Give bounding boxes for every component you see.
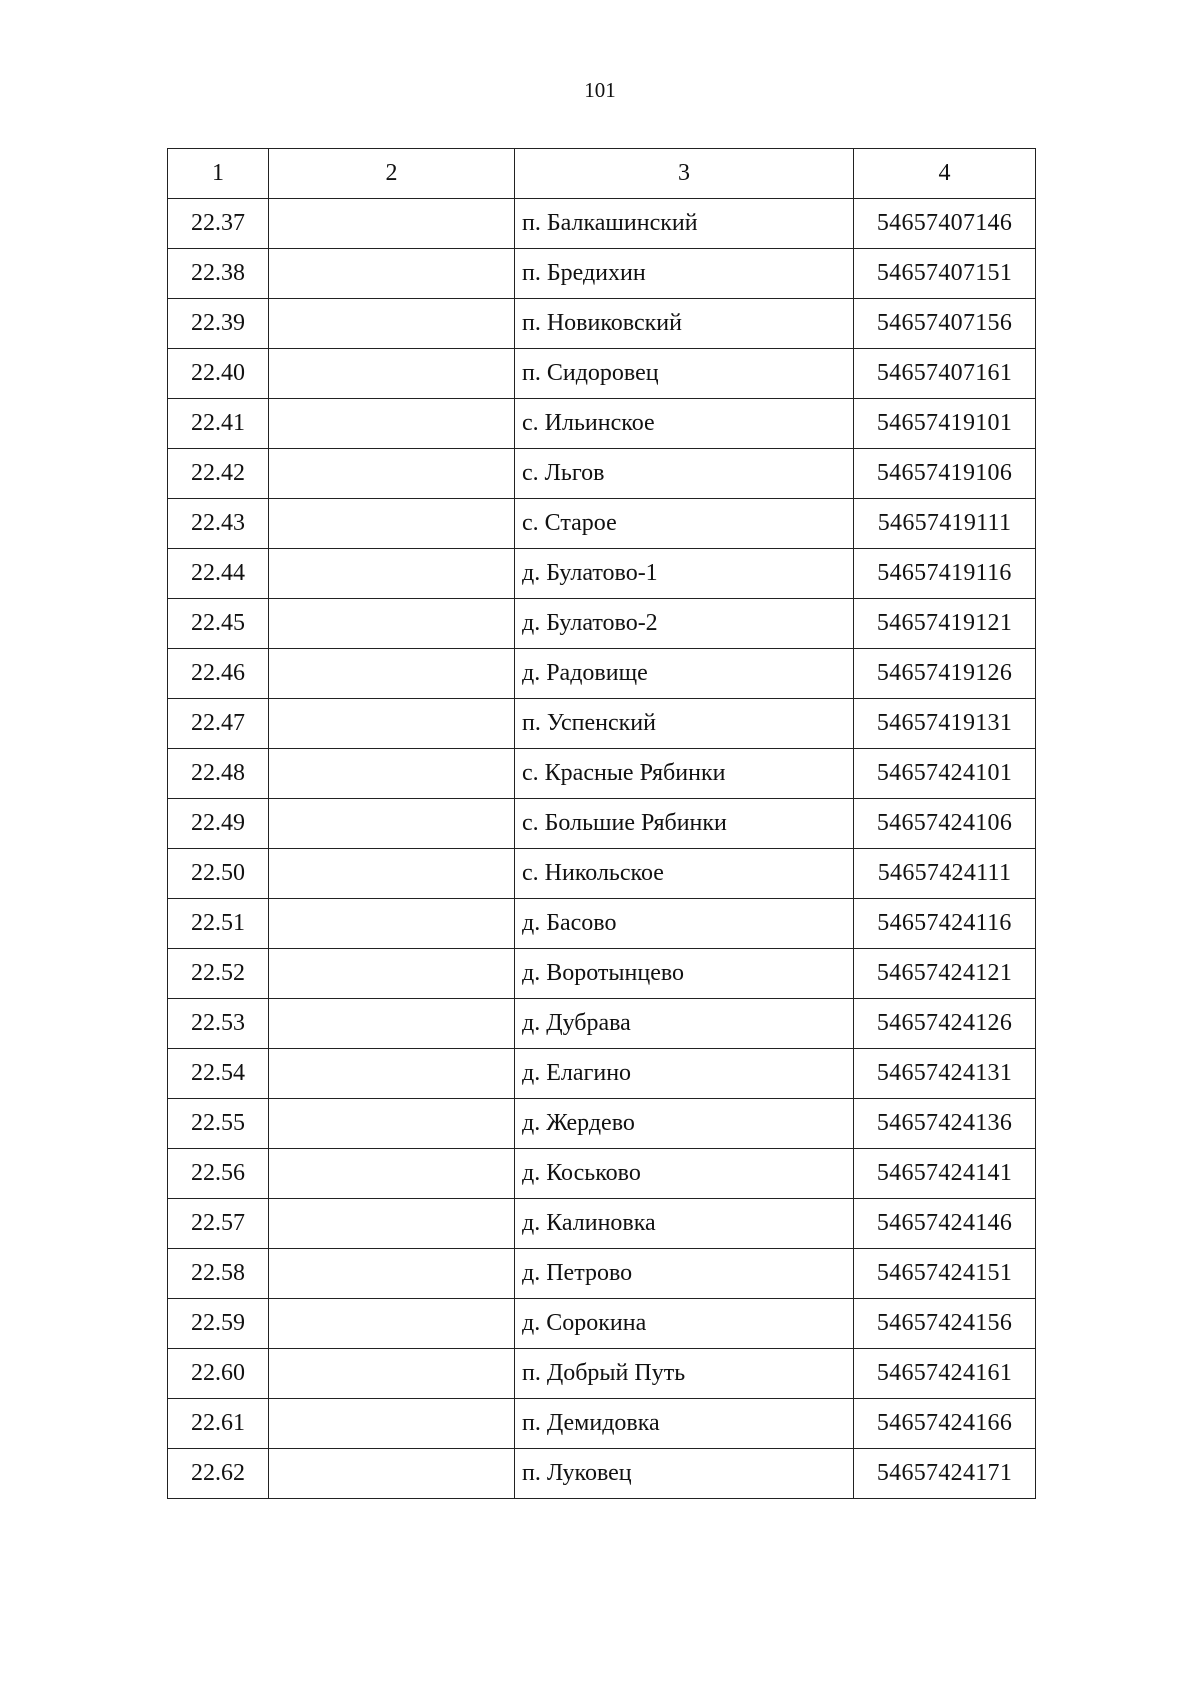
code-cell: 54657424106	[854, 799, 1036, 849]
settlement-name-cell: с. Льгов	[515, 449, 854, 499]
settlement-name-cell: п. Успенский	[515, 699, 854, 749]
row-number-cell: 22.41	[168, 399, 269, 449]
column-2-cell	[269, 299, 515, 349]
row-number-cell: 22.55	[168, 1099, 269, 1149]
settlement-name-cell: д. Булатово-2	[515, 599, 854, 649]
column-2-cell	[269, 1149, 515, 1199]
table-row	[168, 1049, 1036, 1099]
table-row	[168, 1199, 1036, 1249]
row-number-cell: 22.51	[168, 899, 269, 949]
code-cell: 54657407146	[854, 199, 1036, 249]
column-2-cell	[269, 999, 515, 1049]
column-2-cell	[269, 449, 515, 499]
code-cell: 54657424136	[854, 1099, 1036, 1149]
settlement-name-cell: д. Дубрава	[515, 999, 854, 1049]
settlement-name-cell: п. Бредихин	[515, 249, 854, 299]
table-header	[168, 149, 1036, 199]
row-number-cell: 22.62	[168, 1449, 269, 1499]
row-number-cell: 22.58	[168, 1249, 269, 1299]
settlement-name-cell: п. Демидовка	[515, 1399, 854, 1449]
settlement-name-cell: д. Сорокина	[515, 1299, 854, 1349]
code-cell: 54657419116	[854, 549, 1036, 599]
code-cell: 54657419131	[854, 699, 1036, 749]
column-2-cell	[269, 549, 515, 599]
settlement-name-cell: с. Никольское	[515, 849, 854, 899]
row-number-cell: 22.59	[168, 1299, 269, 1349]
settlements-table	[167, 148, 1036, 1499]
column-2-cell	[269, 749, 515, 799]
table-body	[168, 199, 1036, 1499]
code-cell: 54657424111	[854, 849, 1036, 899]
column-2-cell	[269, 1399, 515, 1449]
settlement-name-cell: д. Калиновка	[515, 1199, 854, 1249]
settlement-name-cell: п. Балкашинский	[515, 199, 854, 249]
row-number-cell: 22.53	[168, 999, 269, 1049]
header-row	[168, 149, 1036, 199]
column-2-cell	[269, 1049, 515, 1099]
column-2-cell	[269, 249, 515, 299]
column-2-cell	[269, 599, 515, 649]
code-cell: 54657424151	[854, 1249, 1036, 1299]
column-2-cell	[269, 499, 515, 549]
row-number-cell: 22.45	[168, 599, 269, 649]
header-col-4: 4	[854, 149, 1036, 199]
code-cell: 54657424141	[854, 1149, 1036, 1199]
row-number-cell: 22.60	[168, 1349, 269, 1399]
table-row	[168, 599, 1036, 649]
row-number-cell: 22.42	[168, 449, 269, 499]
table-row	[168, 1399, 1036, 1449]
column-2-cell	[269, 649, 515, 699]
table-row	[168, 649, 1036, 699]
settlement-name-cell: п. Луковец	[515, 1449, 854, 1499]
code-cell: 54657419106	[854, 449, 1036, 499]
row-number-cell: 22.49	[168, 799, 269, 849]
settlement-name-cell: п. Добрый Путь	[515, 1349, 854, 1399]
code-cell: 54657424101	[854, 749, 1036, 799]
column-2-cell	[269, 199, 515, 249]
table-row	[168, 899, 1036, 949]
table-row	[168, 499, 1036, 549]
row-number-cell: 22.52	[168, 949, 269, 999]
table-row	[168, 1249, 1036, 1299]
table-row	[168, 1149, 1036, 1199]
row-number-cell: 22.37	[168, 199, 269, 249]
code-cell: 54657419121	[854, 599, 1036, 649]
table-row	[168, 849, 1036, 899]
table-row	[168, 1349, 1036, 1399]
settlement-name-cell: с. Старое	[515, 499, 854, 549]
code-cell: 54657407151	[854, 249, 1036, 299]
row-number-cell: 22.46	[168, 649, 269, 699]
code-cell: 54657424121	[854, 949, 1036, 999]
page-number: 101	[584, 78, 616, 102]
row-number-cell: 22.40	[168, 349, 269, 399]
code-cell: 54657424131	[854, 1049, 1036, 1099]
code-cell: 54657419111	[854, 499, 1036, 549]
settlement-name-cell: д. Жердево	[515, 1099, 854, 1149]
table-row	[168, 999, 1036, 1049]
table-row	[168, 299, 1036, 349]
table-row	[168, 349, 1036, 399]
row-number-cell: 22.44	[168, 549, 269, 599]
settlement-name-cell: п. Новиковский	[515, 299, 854, 349]
code-cell: 54657419101	[854, 399, 1036, 449]
column-2-cell	[269, 1199, 515, 1249]
code-cell: 54657419126	[854, 649, 1036, 699]
row-number-cell: 22.61	[168, 1399, 269, 1449]
table-row	[168, 949, 1036, 999]
column-2-cell	[269, 849, 515, 899]
column-2-cell	[269, 699, 515, 749]
header-col-1: 1	[168, 149, 269, 199]
header-col-3: 3	[515, 149, 854, 199]
row-number-cell: 22.57	[168, 1199, 269, 1249]
settlement-name-cell: д. Коськово	[515, 1149, 854, 1199]
column-2-cell	[269, 799, 515, 849]
row-number-cell: 22.54	[168, 1049, 269, 1099]
table-row	[168, 549, 1036, 599]
column-2-cell	[269, 1099, 515, 1149]
table-row	[168, 749, 1036, 799]
settlement-name-cell: д. Радовище	[515, 649, 854, 699]
column-2-cell	[269, 1349, 515, 1399]
code-cell: 54657424166	[854, 1399, 1036, 1449]
code-cell: 54657424126	[854, 999, 1036, 1049]
column-2-cell	[269, 1299, 515, 1349]
header-col-2: 2	[269, 149, 515, 199]
settlement-name-cell: д. Басово	[515, 899, 854, 949]
row-number-cell: 22.47	[168, 699, 269, 749]
code-cell: 54657424146	[854, 1199, 1036, 1249]
table-row	[168, 249, 1036, 299]
code-cell: 54657424156	[854, 1299, 1036, 1349]
settlement-name-cell: с. Большие Рябинки	[515, 799, 854, 849]
code-cell: 54657407156	[854, 299, 1036, 349]
settlement-name-cell: с. Ильинское	[515, 399, 854, 449]
table-row	[168, 449, 1036, 499]
row-number-cell: 22.50	[168, 849, 269, 899]
code-cell: 54657424171	[854, 1449, 1036, 1499]
table-row	[168, 1099, 1036, 1149]
code-cell: 54657424116	[854, 899, 1036, 949]
column-2-cell	[269, 349, 515, 399]
code-cell: 54657407161	[854, 349, 1036, 399]
column-2-cell	[269, 1249, 515, 1299]
settlement-name-cell: д. Петрово	[515, 1249, 854, 1299]
settlement-name-cell: п. Сидоровец	[515, 349, 854, 399]
column-2-cell	[269, 1449, 515, 1499]
column-2-cell	[269, 899, 515, 949]
settlement-name-cell: д. Елагино	[515, 1049, 854, 1099]
table-row	[168, 199, 1036, 249]
row-number-cell: 22.56	[168, 1149, 269, 1199]
settlement-name-cell: д. Булатово-1	[515, 549, 854, 599]
code-cell: 54657424161	[854, 1349, 1036, 1399]
row-number-cell: 22.48	[168, 749, 269, 799]
column-2-cell	[269, 949, 515, 999]
table-row	[168, 799, 1036, 849]
column-2-cell	[269, 399, 515, 449]
table-row	[168, 1449, 1036, 1499]
table-row	[168, 1299, 1036, 1349]
table-row	[168, 399, 1036, 449]
row-number-cell: 22.39	[168, 299, 269, 349]
settlement-name-cell: д. Воротынцево	[515, 949, 854, 999]
settlement-name-cell: с. Красные Рябинки	[515, 749, 854, 799]
table-row	[168, 699, 1036, 749]
row-number-cell: 22.38	[168, 249, 269, 299]
row-number-cell: 22.43	[168, 499, 269, 549]
